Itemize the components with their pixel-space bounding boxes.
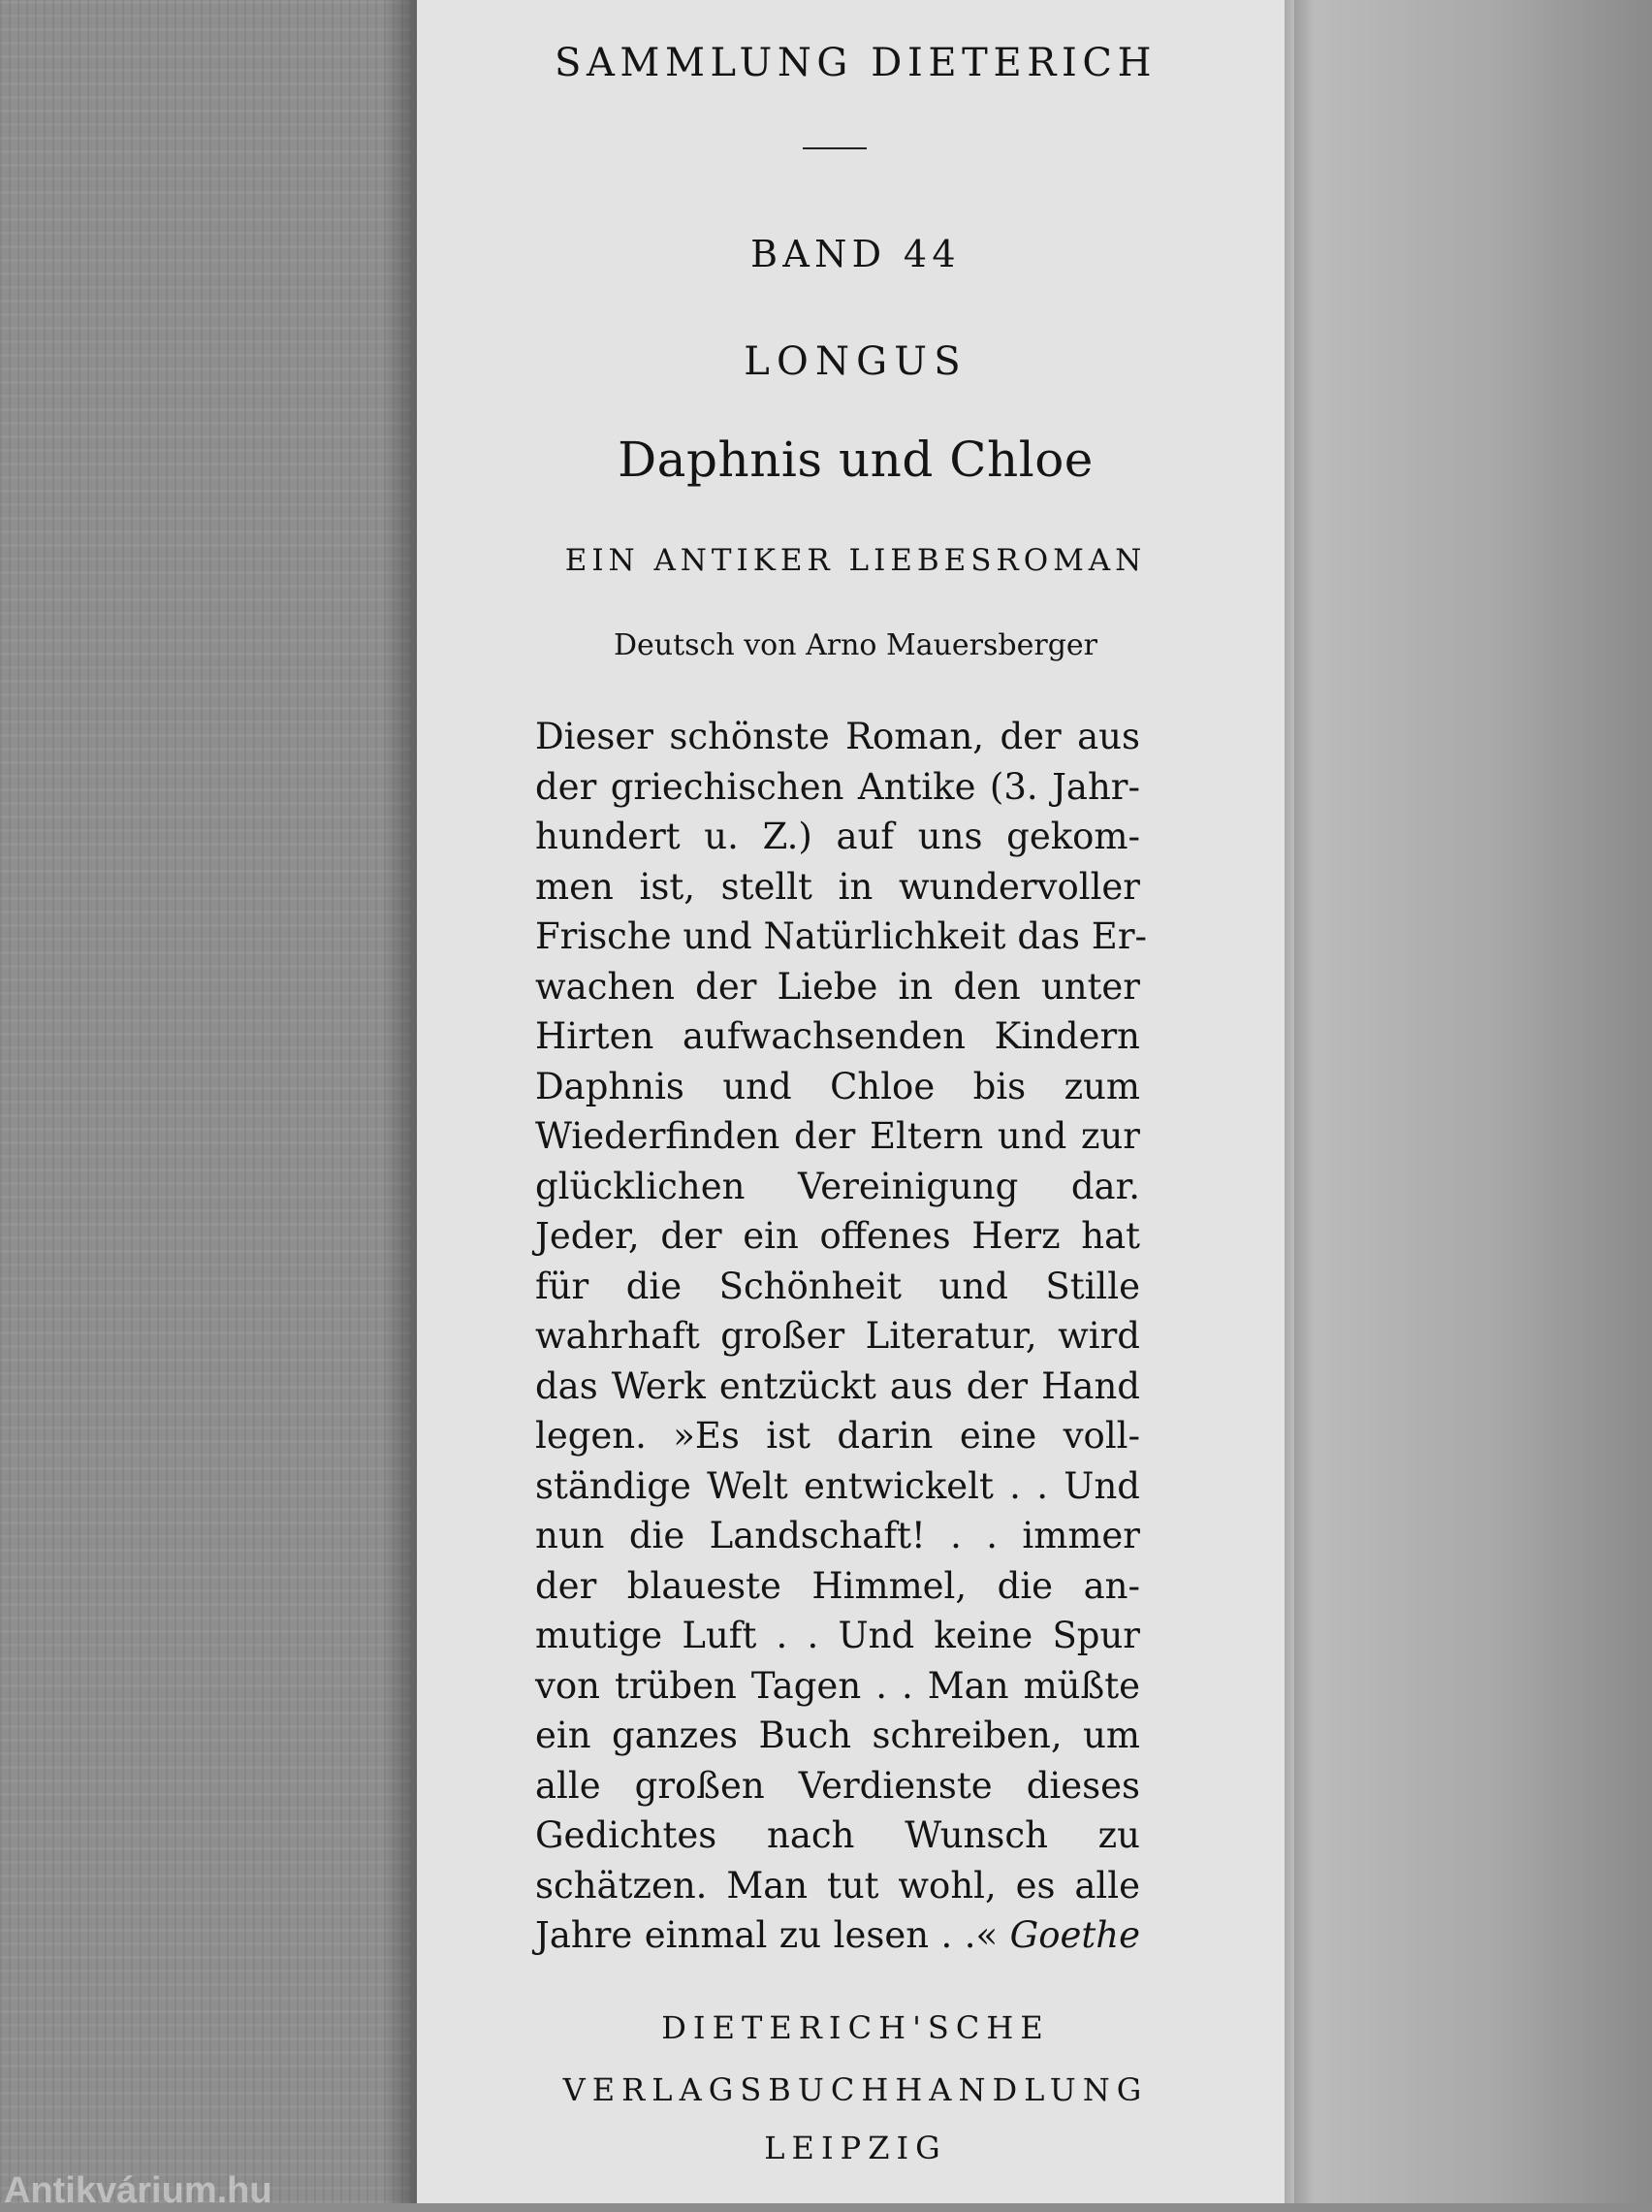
blurb-line: Daphnis und Chloe bis zum xyxy=(535,1065,1140,1107)
blurb-line: Jeder, der ein offenes Herz hat xyxy=(535,1215,1140,1257)
blurb-line: von trüben Tagen . . Man müßte xyxy=(535,1664,1140,1707)
blurb-line: ein ganzes Buch schreiben, um xyxy=(535,1715,1140,1756)
blurb-last-line xyxy=(535,1910,1140,1961)
series-title: SAMMLUNG DIETERICH xyxy=(554,41,1158,85)
blurb-line: alle großen Verdienste dieses xyxy=(535,1764,1140,1807)
watermark: Antikvárium.hu xyxy=(4,2170,272,2211)
divider-rule xyxy=(803,147,867,149)
translator-credit: Deutsch von Arno Mauersberger xyxy=(613,628,1098,662)
blurb-line: Wiederfinden der Eltern und zur xyxy=(535,1115,1140,1157)
book-subtitle: EIN ANTIKER LIEBESROMAN xyxy=(564,543,1147,578)
blurb-line: wahrhaft großer Literatur, wird xyxy=(535,1315,1140,1357)
dust-jacket-flap xyxy=(417,0,1294,2203)
book-title: Daphnis und Chloe xyxy=(618,432,1094,488)
publisher-name-line2: VERLAGSBUCHHANDLUNG xyxy=(562,2071,1149,2108)
publisher-city: LEIPZIG xyxy=(764,2130,947,2166)
blurb-line: wachen der Liebe in den unter xyxy=(535,965,1140,1008)
blurb-line: der griechischen Antike (3. Jahr- xyxy=(535,765,1140,808)
volume-number: BAND 44 xyxy=(750,233,961,275)
blurb-line: men ist, stellt in wundervoller xyxy=(535,865,1140,908)
blurb-line: der blaueste Himmel, die an- xyxy=(535,1564,1140,1607)
blurb-line: Hirten aufwachsenden Kindern xyxy=(535,1015,1140,1057)
blurb-line: legen. »Es ist darin eine voll- xyxy=(535,1415,1140,1457)
blurb-line: Dieser schönste Roman, der aus xyxy=(535,716,1140,757)
blurb-line: schätzen. Man tut wohl, es alle xyxy=(535,1864,1140,1907)
blurb-line: das Werk entzückt aus der Hand xyxy=(535,1364,1140,1407)
quote-attribution: Goethe xyxy=(1009,1914,1140,1956)
blurb-line: Frische und Natürlichkeit das Er- xyxy=(535,915,1148,957)
left-background-panel xyxy=(0,0,412,2203)
author-name: LONGUS xyxy=(744,339,968,384)
blurb-line: mutige Luft . . Und keine Spur xyxy=(535,1615,1140,1656)
right-background-panel xyxy=(1294,0,1652,2203)
blurb-line: für die Schönheit und Stille xyxy=(535,1265,1140,1307)
right-edge-shadow xyxy=(1285,0,1314,2203)
blurb-line: glücklichen Vereinigung dar. xyxy=(535,1165,1140,1207)
left-edge-shadow xyxy=(383,0,422,2203)
publisher-name-line1: DIETERICH'SCHE xyxy=(661,2009,1050,2046)
blurb-quote-end: Jahre einmal zu lesen . .« xyxy=(535,1914,999,1956)
blurb-line: ständige Welt entwickelt . . Und xyxy=(535,1464,1140,1507)
blurb-text xyxy=(535,712,1148,1961)
blurb-line: nun die Landschaft! . . immer xyxy=(535,1515,1140,1556)
blurb-line: hundert u. Z.) auf uns gekom- xyxy=(535,816,1140,857)
blurb-line: Gedichtes nach Wunsch zu xyxy=(535,1814,1140,1856)
